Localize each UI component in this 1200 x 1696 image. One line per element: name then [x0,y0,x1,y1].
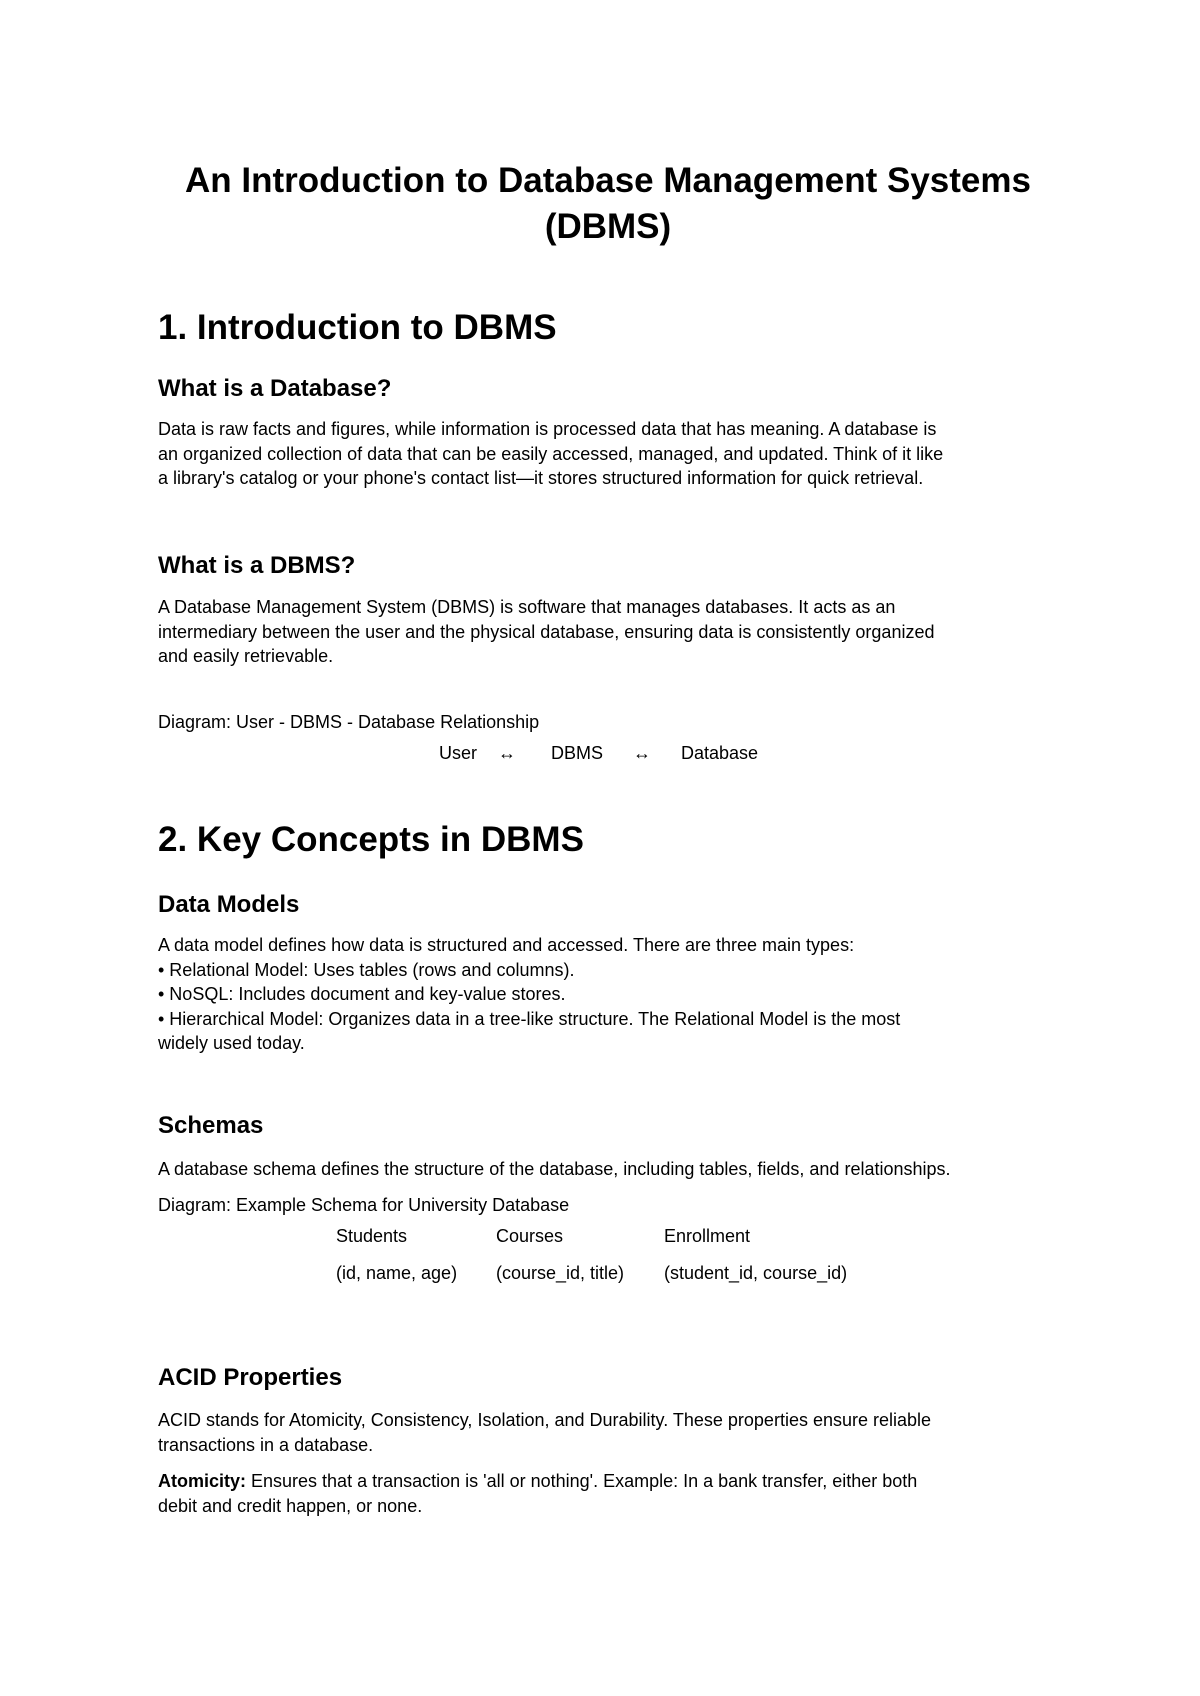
atomicity-text: Ensures that a transaction is 'all or nothing'. Example: In a bank transfer, either both [246,1471,918,1491]
section-2-heading: 2. Key Concepts in DBMS [158,820,584,859]
what-is-dbms-heading: What is a DBMS? [158,552,356,579]
schema-table-enrollment: Enrollment [664,1226,751,1246]
diagram-node-user: User [439,743,478,763]
schema-diagram-caption: Diagram: Example Schema for University Database [158,1195,570,1215]
atomicity-label: Atomicity: [158,1471,247,1491]
list-item-relational: • Relational Model: Uses tables (rows and columns). [158,959,575,980]
diagram-node-database: Database [681,743,759,763]
title-line-2: (DBMS) [544,207,672,246]
paragraph-line: A data model defines how data is structured and accessed. There are three main types: [158,935,855,955]
data-models-paragraph [158,933,1058,1056]
schema-table-students: Students [336,1226,408,1246]
list-item-hierarchical: • Hierarchical Model: Organizes data in a tree-like structure. The Relational Model is the most [158,1008,901,1029]
user-dbms-database-diagram [158,741,1058,765]
acid-paragraph [158,1408,1058,1457]
schema-fields-enrollment: (student_id, course_id) [664,1263,848,1283]
atomicity-text-continued: debit and credit happen, or none. [158,1495,423,1516]
paragraph-line: and easily retrievable. [158,646,334,666]
paragraph-line: a library's catalog or your phone's contact list—it stores structured information for quick retrieval. [158,468,924,488]
list-item-nosql: • NoSQL: Includes document and key-value stores. [158,984,566,1004]
schemas-paragraph: A database schema defines the structure of the database, including tables, fields, and relationships. [158,1159,951,1179]
schema-fields-courses: (course_id, title) [496,1263,625,1283]
paragraph-line: an organized collection of data that can be easily accessed, managed, and updated. Think of it like [158,443,944,464]
schemas-heading: Schemas [158,1112,264,1139]
section-1-heading: 1. Introduction to DBMS [158,308,557,347]
schema-table-courses: Courses [496,1226,564,1246]
bidirectional-arrow-icon: ↔ [498,743,516,763]
title-line-1: An Introduction to Database Management Systems [185,161,1031,200]
paragraph-line: A Database Management System (DBMS) is software that manages databases. It acts as an [158,597,896,617]
dbms-diagram-caption: Diagram: User - DBMS - Database Relationship [158,712,540,732]
what-is-database-paragraph [158,417,1058,491]
data-models-heading: Data Models [158,891,300,918]
acid-heading: ACID Properties [158,1364,343,1391]
diagram-node-dbms: DBMS [551,743,604,763]
paragraph-line: Data is raw facts and figures, while information is processed data that has meaning. A database is [158,419,937,439]
paragraph-line: intermediary between the user and the physical database, ensuring data is consistently organized [158,621,935,642]
atomicity-paragraph [158,1469,1058,1518]
paragraph-line: widely used today. [158,1033,305,1053]
bidirectional-arrow-icon: ↔ [633,743,651,763]
what-is-database-heading: What is a Database? [158,375,392,402]
schema-fields-students: (id, name, age) [336,1263,458,1283]
what-is-dbms-paragraph [158,595,1058,669]
schema-table-names-row [158,1224,1058,1248]
document-title [158,158,1058,250]
schema-table-fields-row [158,1261,1058,1285]
paragraph-line: ACID stands for Atomicity, Consistency, Isolation, and Durability. These properties ensure reliable [158,1410,932,1430]
paragraph-line: transactions in a database. [158,1434,374,1455]
